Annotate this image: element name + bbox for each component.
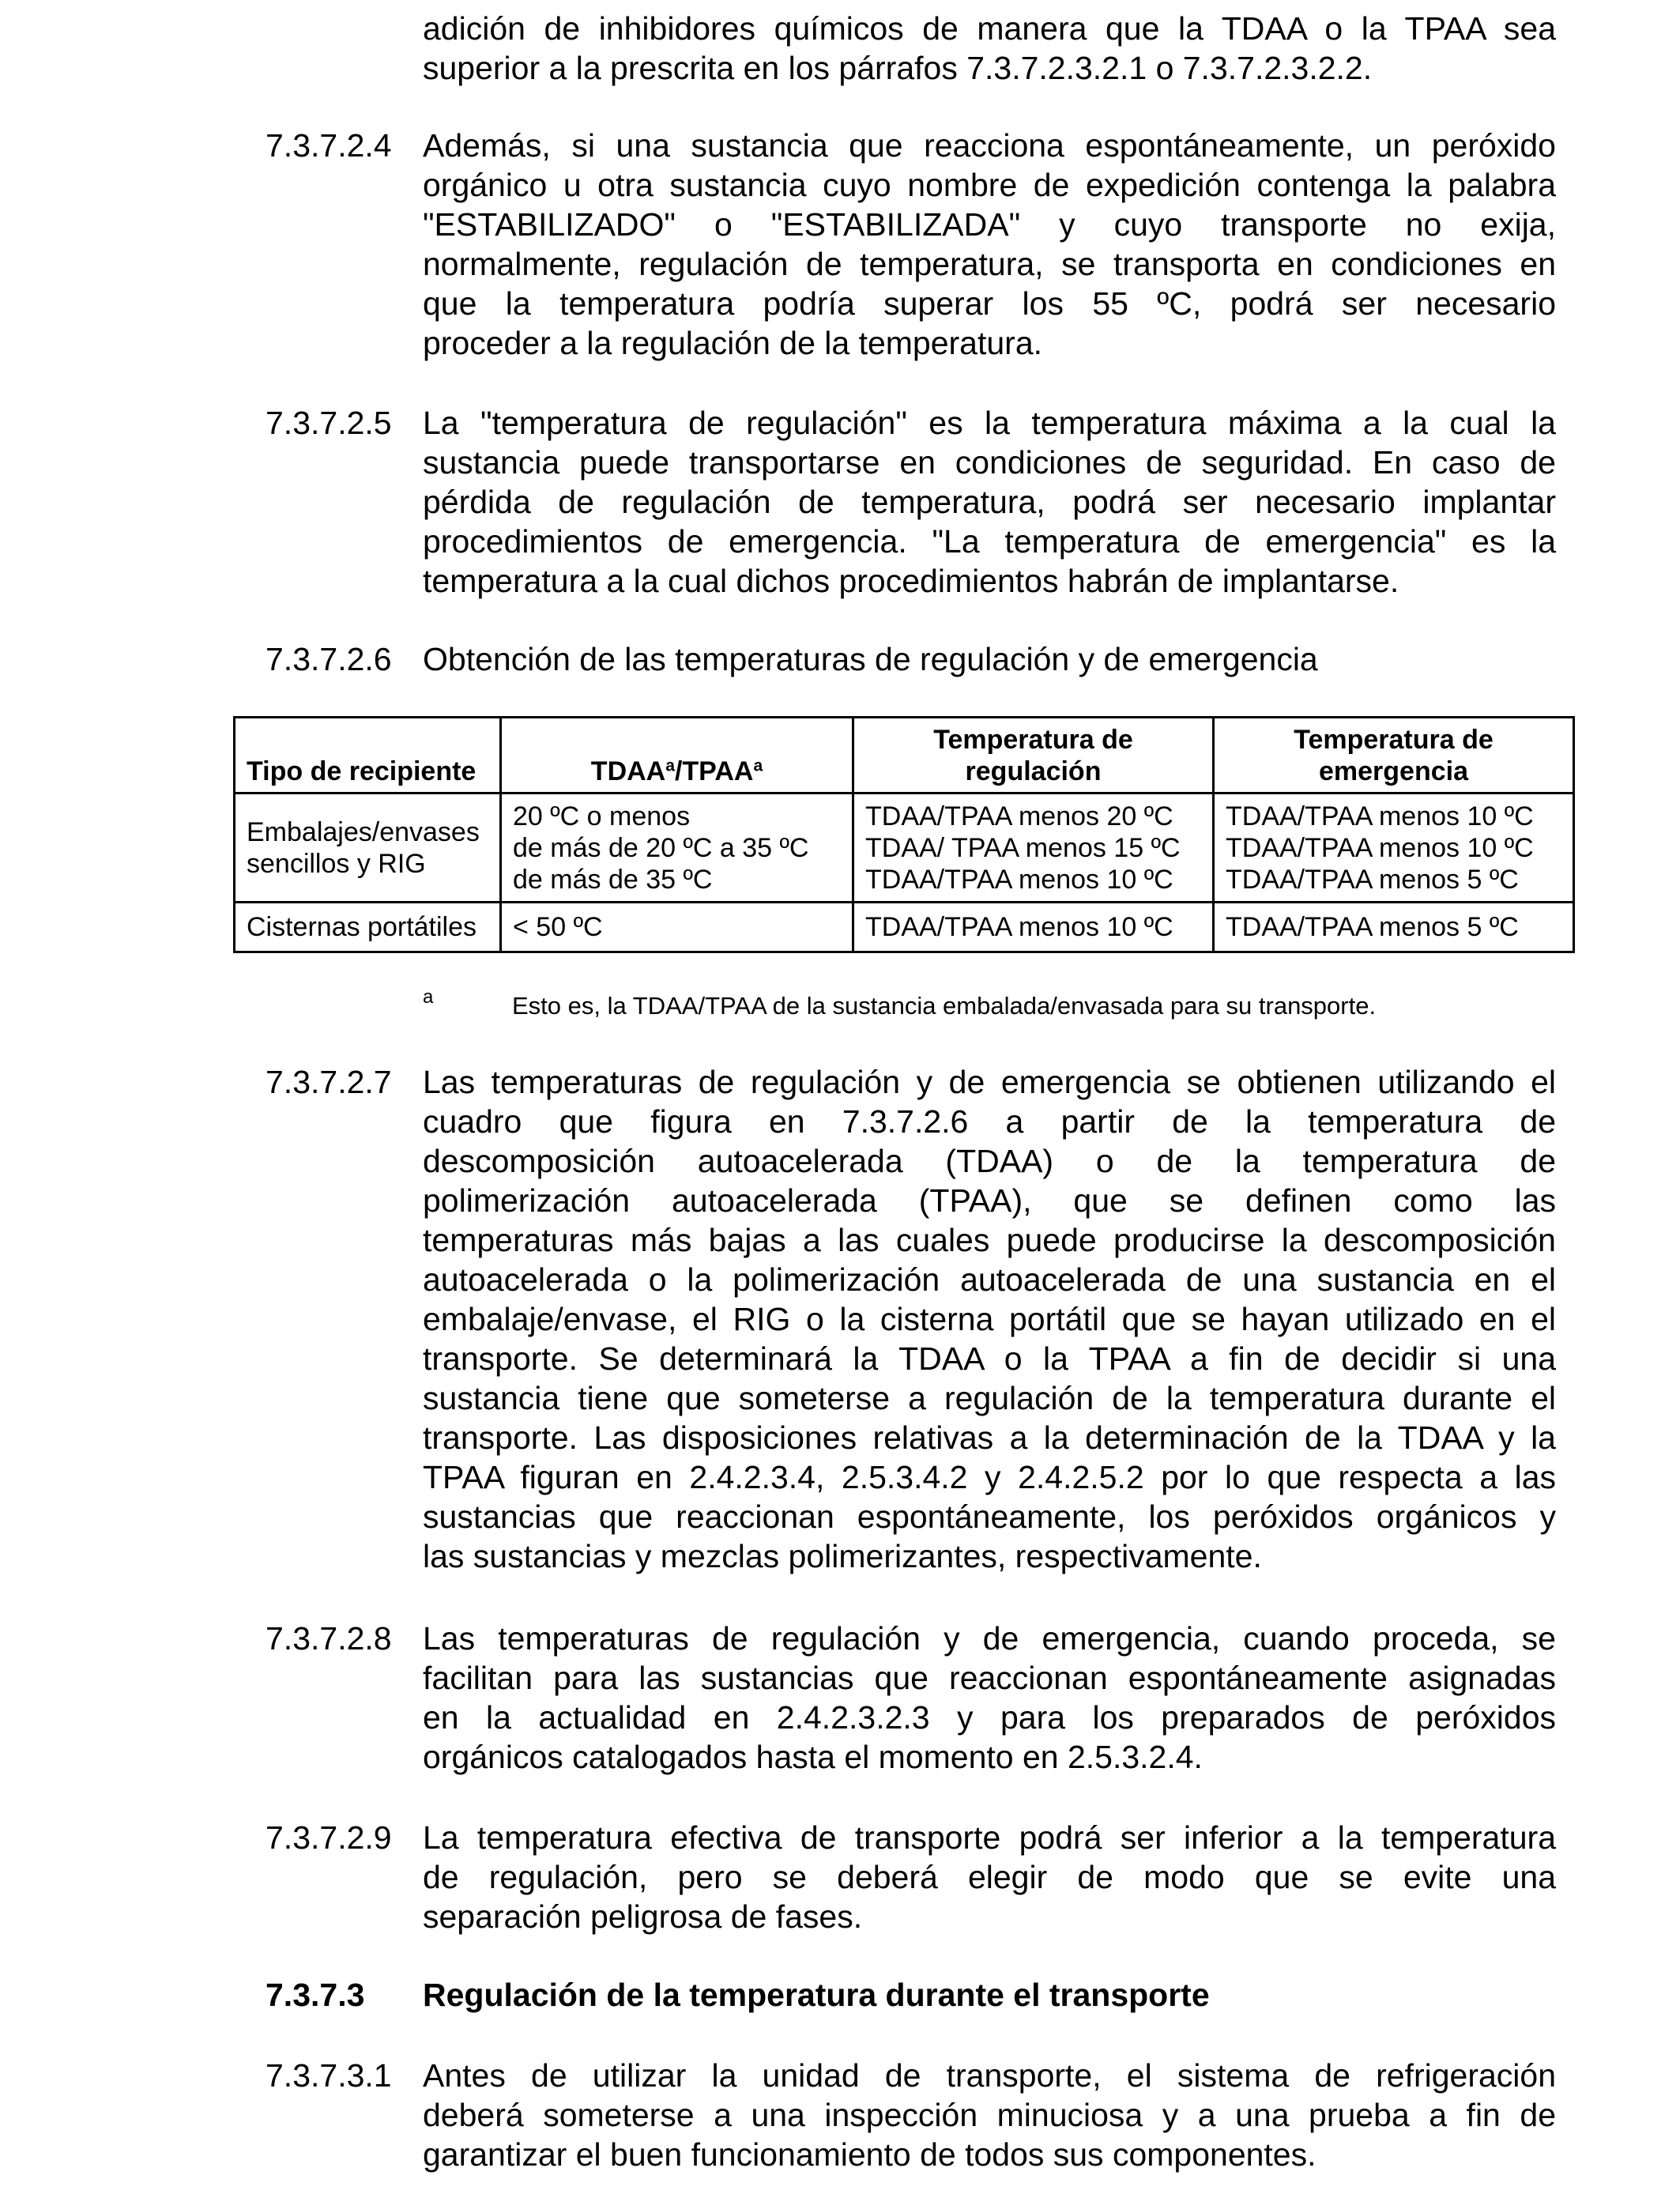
paragraph-line: La "temperatura de regulación" es la temperatura máxima a la cual la [423, 405, 1556, 441]
header-part: /TPAA [674, 756, 754, 786]
section-title: Regulación de la temperatura durante el transporte [423, 1977, 1210, 2013]
paragraph-body [423, 2056, 1556, 2174]
paragraph-line: temperatura a la cual dichos procedimientos habrán de implantarse. [423, 563, 1399, 599]
cell-line: TDAA/TPAA menos 10 ºC [1226, 801, 1534, 831]
paragraph-line: Las temperaturas de regulación y de emergencia se obtienen utilizando el [423, 1064, 1556, 1100]
paragraph-line: pérdida de regulación de temperatura, podrá ser necesario implantar [423, 484, 1556, 520]
cell-line: TDAA/TPAA menos 5 ºC [1226, 912, 1519, 942]
paragraph-body [423, 1818, 1556, 1936]
header-label [513, 756, 841, 787]
paragraph-body [423, 1062, 1556, 1576]
table-header-row [235, 718, 1574, 794]
paragraph-line: orgánico u otra sustancia cuyo nombre de expedición contenga la palabra [423, 167, 1556, 203]
footnote-text: Esto es, la TDAA/TPAA de la sustancia embalada/envasada para su transporte. [512, 992, 1377, 1020]
temperature-table [233, 716, 1575, 953]
header-label: emergencia [1319, 756, 1468, 786]
paragraph-line: que la temperatura podría superar los 55 ºC, podrá ser necesario [423, 285, 1556, 322]
header-part: TDAA [590, 756, 666, 786]
paragraph-line: las sustancias y mezclas polimerizantes, respectivamente. [423, 1538, 1262, 1574]
footnote-mark: a [423, 986, 434, 1008]
paragraph-line: normalmente, regulación de temperatura, se transporta en condiciones en [423, 246, 1556, 282]
paragraph-number: 7.3.7.2.9 [266, 1819, 392, 1856]
table-row [235, 794, 1574, 903]
paragraph-body [423, 9, 1556, 88]
paragraph-line: sustancias que reaccionan espontáneamente, los peróxidos orgánicos y [423, 1498, 1556, 1535]
paragraph-body [423, 1619, 1556, 1777]
cell-line: Embalajes/envases [247, 816, 480, 847]
paragraph-line: deberá someterse a una inspección minuciosa y a una prueba a fin de [423, 2097, 1556, 2133]
header-label: Temperatura de [1294, 725, 1494, 755]
paragraph-line: facilitan para las sustancias que reaccionan espontáneamente asignadas [423, 1660, 1556, 1696]
cell-line: TDAA/ TPAA menos 15 ºC [865, 832, 1181, 863]
paragraph-line: de regulación, pero se deberá elegir de modo que se evite una [423, 1859, 1556, 1895]
header-label: Tipo de recipiente [247, 756, 477, 786]
paragraph-number: 7.3.7.2.8 [266, 1620, 392, 1657]
cell-line: Cisternas portátiles [247, 912, 477, 942]
paragraph-line: Las temperaturas de regulación y de emergencia, cuando proceda, se [423, 1620, 1556, 1657]
paragraph-number: 7.3.7.2.4 [266, 127, 392, 164]
cell-line: sencillos y RIG [247, 848, 426, 879]
cell-line: < 50 ºC [513, 912, 603, 942]
cell-control-temperature [853, 903, 1214, 952]
paragraph-line: Además, si una sustancia que reacciona espontáneamente, un peróxido [423, 127, 1556, 164]
paragraph-line: descomposición autoacelerada (TDAA) o de la temperatura de [423, 1143, 1556, 1179]
table-footnote [0, 986, 1680, 1022]
cell-line: de más de 20 ºC a 35 ºC [513, 832, 809, 863]
paragraph-body [423, 403, 1556, 601]
paragraph-line: garantizar el buen funcionamiento de todos sus componentes. [423, 2136, 1317, 2173]
paragraph-line: orgánicos catalogados hasta el momento en 2.5.3.2.4. [423, 1739, 1203, 1775]
cell-control-temperature [853, 794, 1214, 903]
cell-line: TDAA/TPAA menos 10 ºC [865, 864, 1173, 895]
header-label: regulación [965, 756, 1102, 786]
cell-line: TDAA/TPAA menos 10 ºC [865, 912, 1173, 942]
cell-container-type [235, 794, 501, 903]
cell-line: 20 ºC o menos [513, 801, 691, 831]
cell-line: TDAA/TPAA menos 10 ºC [1226, 832, 1534, 863]
paragraph-line: adición de inhibidores químicos de manera que la TDAA o la TPAA sea [423, 10, 1556, 47]
paragraph-line: procedimientos de emergencia. "La temperatura de emergencia" es la [423, 523, 1556, 560]
paragraph-line: Obtención de las temperaturas de regulación y de emergencia [423, 641, 1318, 677]
paragraph-line: transporte. Las disposiciones relativas a la determinación de la TDAA y la [423, 1419, 1556, 1456]
paragraph-line: Antes de utilizar la unidad de transporte, el sistema de refrigeración [423, 2057, 1556, 2094]
paragraph-line: TPAA figuran en 2.4.2.3.4, 2.5.3.4.2 y 2.4.2.5.2 por lo que respecta a las [423, 1459, 1556, 1495]
paragraph-line: cuadro que figura en 7.3.7.2.6 a partir de la temperatura de [423, 1103, 1556, 1140]
paragraph-line: polimerización autoacelerada (TPAA), que se definen como las [423, 1182, 1556, 1219]
footnote-mark: a [665, 756, 675, 775]
paragraph-line: separación peligrosa de fases. [423, 1898, 863, 1935]
table-row [235, 903, 1574, 952]
header-sadt-sapt [501, 718, 853, 794]
paragraph-line: La temperatura efectiva de transporte podrá ser inferior a la temperatura [423, 1819, 1556, 1856]
header-label: Temperatura de [933, 725, 1133, 755]
header-container-type [235, 718, 501, 794]
paragraph-line: "ESTABILIZADO" o "ESTABILIZADA" y cuyo transporte no exija, [423, 206, 1556, 243]
paragraph-line: en la actualidad en 2.4.2.3.2.3 y para los preparados de peróxidos [423, 1699, 1556, 1736]
header-control-temperature [853, 718, 1214, 794]
cell-line: TDAA/TPAA menos 20 ºC [865, 801, 1173, 831]
paragraph-line: superior a la prescrita en los párrafos 7.3.7.2.3.2.1 o 7.3.7.2.3.2.2. [423, 50, 1373, 86]
paragraph-number: 7.3.7.3.1 [266, 2057, 392, 2094]
section-number: 7.3.7.3 [266, 1977, 365, 2013]
paragraph-number: 7.3.7.2.6 [266, 641, 392, 677]
paragraph-line: sustancia tiene que someterse a regulación de la temperatura durante el [423, 1380, 1556, 1416]
footnote-mark: a [753, 756, 763, 775]
header-emergency-temperature [1214, 718, 1574, 794]
paragraph-line: transporte. Se determinará la TDAA o la TPAA a fin de decidir si una [423, 1340, 1556, 1377]
cell-emergency-temperature [1214, 903, 1574, 952]
paragraph-line: embalaje/envase, el RIG o la cisterna portátil que se hayan utilizado en el [423, 1301, 1556, 1337]
paragraph-line: autoacelerada o la polimerización autoacelerada de una sustancia en el [423, 1261, 1556, 1298]
paragraph-number: 7.3.7.2.7 [266, 1064, 392, 1100]
cell-sadt-sapt [501, 794, 853, 903]
paragraph-line: sustancia puede transportarse en condiciones de seguridad. En caso de [423, 444, 1556, 481]
paragraph-body [423, 639, 1556, 679]
cell-line: TDAA/TPAA menos 5 ºC [1226, 864, 1519, 895]
cell-line: de más de 35 ºC [513, 864, 713, 895]
cell-sadt-sapt [501, 903, 853, 952]
cell-container-type [235, 903, 501, 952]
cell-emergency-temperature [1214, 794, 1574, 903]
paragraph-number: 7.3.7.2.5 [266, 405, 392, 441]
paragraph-line: temperaturas más bajas a las cuales puede producirse la descomposición [423, 1222, 1556, 1258]
paragraph-body [423, 126, 1556, 363]
paragraph-line: proceder a la regulación de la temperatura. [423, 325, 1043, 361]
